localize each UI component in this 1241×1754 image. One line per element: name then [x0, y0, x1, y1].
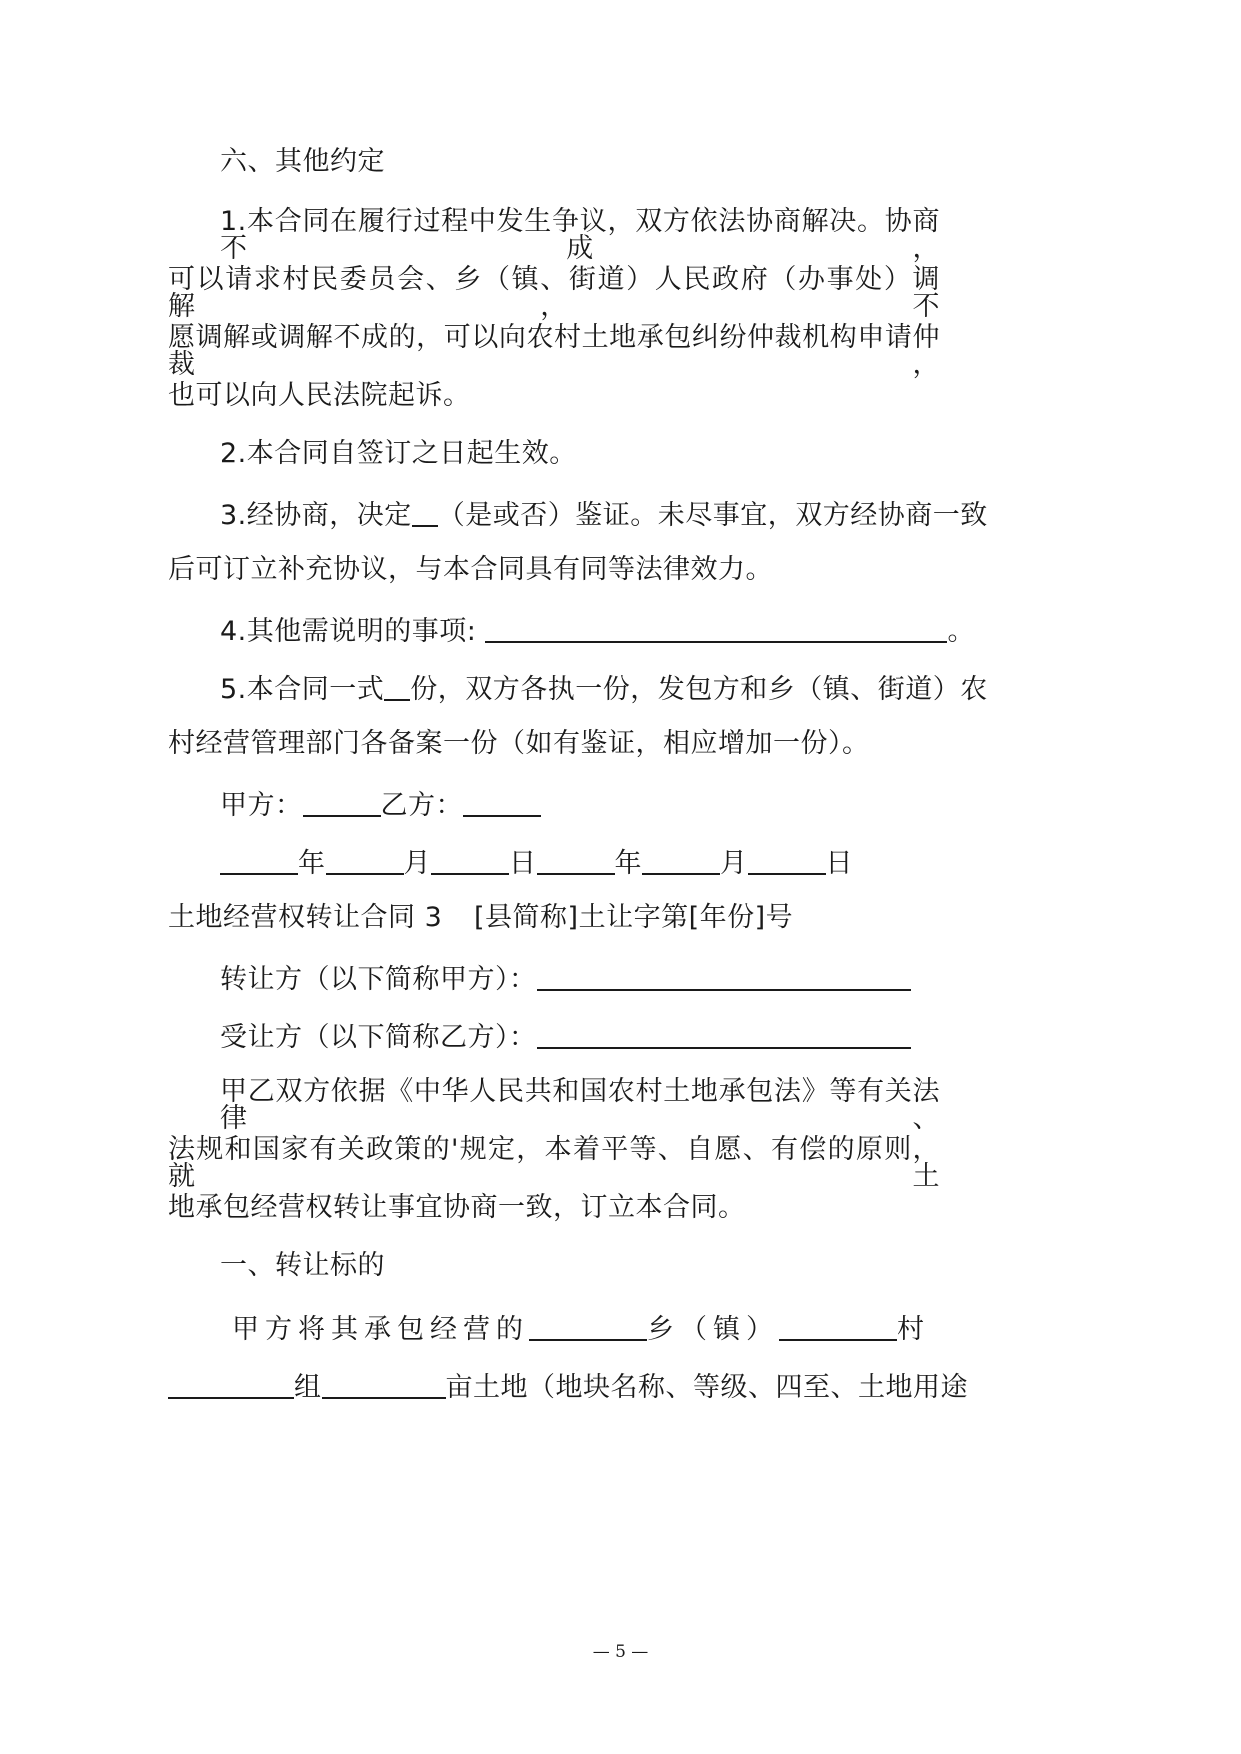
paragraph-4-text-a: 4.其他需说明的事项:	[220, 616, 477, 647]
blank-area-mu	[322, 1370, 446, 1399]
blank-date-b-year	[537, 846, 615, 875]
blank-group	[168, 1370, 294, 1399]
blank-date-b-month	[642, 846, 720, 875]
paragraph-4	[220, 614, 975, 645]
date-a-day-label: 日	[509, 848, 537, 879]
blank-party-b	[463, 788, 541, 817]
blank-date-a-month	[326, 846, 404, 875]
paragraph-5-text-a: 5.本合同一式	[220, 674, 385, 705]
blank-verify-yes-no	[412, 498, 438, 527]
blank-date-a-day	[431, 846, 509, 875]
party-b-label: 乙方：	[380, 790, 463, 821]
section-1-line-1	[232, 1312, 930, 1343]
s1-text-a: 甲方将其承包经营的	[232, 1314, 529, 1345]
s1-text-d: 组	[294, 1372, 322, 1403]
blank-date-a-year	[220, 846, 298, 875]
party-a-label: 甲方：	[220, 790, 303, 821]
blank-copies-count	[384, 672, 410, 701]
paragraph-5-line-2: 村经营管理部门各备案一份（如有鉴证，相应增加一份）。	[168, 728, 870, 759]
blank-transferee	[537, 1020, 911, 1049]
date-a-year-label: 年	[298, 848, 326, 879]
blank-date-b-day	[748, 846, 826, 875]
date-a-month-label: 月	[403, 848, 431, 879]
paragraph-5-line-1	[220, 672, 988, 703]
contract-number: [县简称]土让字第[年份]号	[474, 902, 794, 933]
transferee-label: 受让方（以下简称乙方）：	[220, 1022, 537, 1053]
paragraph-5-text-b: 份，双方各执一份，发包方和乡（镇、街道）农	[410, 674, 988, 705]
intro-line-2: 法规和国家有关政策的'规定，本着平等、自愿、有偿的原则，就土	[168, 1134, 940, 1192]
paragraph-2: 2.本合同自签订之日起生效。	[220, 438, 577, 469]
signature-dates	[220, 846, 853, 877]
date-b-day-label: 日	[825, 848, 853, 879]
s1-text-e: 亩土地（地块名称、等级、四至、土地用途	[445, 1372, 968, 1403]
date-b-year-label: 年	[614, 848, 642, 879]
section-1-title: 一、转让标的	[220, 1250, 385, 1281]
transferee-line	[220, 1020, 911, 1051]
paragraph-1-line-1: 1.本合同在履行过程中发生争议，双方依法协商解决。协商不成，	[220, 206, 940, 264]
transferor-label: 转让方（以下简称甲方）：	[220, 964, 537, 995]
paragraph-1-line-2: 可以请求村民委员会、乡（镇、街道）人民政府（办事处）调解，不	[168, 264, 940, 322]
intro-line-1: 甲乙双方依据《中华人民共和国农村土地承包法》等有关法律、	[220, 1076, 940, 1134]
page-number: — 5 —	[592, 1642, 649, 1662]
signature-parties	[220, 788, 541, 819]
section-1-line-2	[168, 1370, 968, 1401]
paragraph-4-text-b: 。	[947, 616, 975, 647]
blank-township	[529, 1312, 647, 1341]
blank-village	[779, 1312, 897, 1341]
blank-other-matters	[485, 614, 947, 643]
paragraph-1-line-4: 也可以向人民法院起诉。	[168, 380, 471, 411]
paragraph-3-line-2: 后可订立补充协议，与本合同具有同等法律效力。	[168, 554, 773, 585]
s1-text-c: 村	[897, 1314, 930, 1345]
blank-transferor	[537, 962, 911, 991]
blank-party-a	[303, 788, 381, 817]
date-b-month-label: 月	[720, 848, 748, 879]
paragraph-1-line-3: 愿调解或调解不成的，可以向农村土地承包纠纷仲裁机构申请仲裁，	[168, 322, 940, 380]
section-6-title: 六、其他约定	[220, 146, 385, 177]
paragraph-3-line-1	[220, 498, 988, 529]
transferor-line	[220, 962, 911, 993]
paragraph-3-text-b: （是或否）鉴证。未尽事宜，双方经协商一致	[437, 500, 988, 531]
paragraph-3-text-a: 3.经协商，决定	[220, 500, 412, 531]
intro-line-3: 地承包经营权转让事宜协商一致，订立本合同。	[168, 1192, 746, 1223]
contract-title: 土地经营权转让合同 3	[168, 902, 443, 933]
s1-text-b: 乡（镇）	[647, 1314, 779, 1345]
